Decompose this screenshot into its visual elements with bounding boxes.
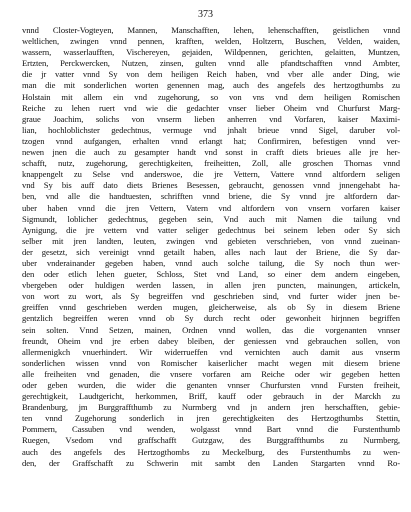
text-line: gerechtigkeit, Laudtgericht, herkommen, Briff, kauff oder gebrauch in der Marckh zu xyxy=(22,391,400,402)
text-line: auch des angefels des Hertzogthombs zu Meckelburg, des Furstenthumbs zu wen- xyxy=(22,446,400,457)
text-line: uber haben vnnd die jren Vettern, Vatern vnd altfordern von vnsern vorfaren kaiser xyxy=(22,202,400,213)
text-line: von wort zu wort, als Sy begreiffen vnd geschrieben sind, vnd furter wider jnen be- xyxy=(22,291,400,302)
text-line: die jr vatter vnnd Sy von dem heiligen Reich haben, vnd vber alle ander Ding, wie xyxy=(22,69,400,80)
text-line: wassern, wasserlaufften, Vischereyen, gejaiden, Wildpennen, gerichten, gelaitten, Muntzen, xyxy=(22,47,400,58)
page-number: 373 xyxy=(198,9,213,20)
text-line: alle freiheiten vnd genaden, die vnsere vorfaren am Reiche oder wir gegeben hetten xyxy=(22,368,400,379)
text-line: gentzlich begreiffen weren vnnd ob Sy durch recht oder gewonheit hirjnnen begriffen xyxy=(22,313,400,324)
text-line: den, der Graffschafft zu Schwerin mit sambt den Landen Stargarten vnnd Ro- xyxy=(22,457,400,468)
text-line: Ertzten, Perckwercken, Nutzen, zinsen, gulten vnnd alle pfandtschafften vnnd Ambter, xyxy=(22,58,400,69)
text-line: uber vnderainander gegeben haben, vnnd auch solche tailung, die Sy noch thun wer- xyxy=(22,257,400,268)
body-text xyxy=(22,25,400,469)
text-line: Holstain mit allem ein vnd zugehorung, so von vns vnd dem heiligen Romischen xyxy=(22,91,400,102)
text-line: allermenigkch vnuerhindert. Wir widerrueffen vnd vernichten auch damit aus vnserm xyxy=(22,346,400,357)
text-line: Brandenburg, jm Burggraffthumb zu Nurmberg vnd jn andern jren herschafften, gebie- xyxy=(22,402,400,413)
text-line: Aynigung, die jre vettern vnd vatter seliger gedechtnus bei seinem leben oder Sy sich xyxy=(22,224,400,235)
text-line: Pommern, Cassuben vnd wenden, wolgasst vnnd Bart vnnd die Furstenthumb xyxy=(22,424,400,435)
text-line: vnd Sy bis auff dato diets Brienes Besessen, gebraucht, genossen vnnd jnnengehabt ha- xyxy=(22,180,400,191)
text-line: knappengelt zu Selse vnd anderswoe, die jre Vettern, Vattere vnnd altfordern seligen xyxy=(22,169,400,180)
text-line: vnnd Closter-Vogteyen, Mannen, Manschafften, lehen, lehenschafften, geistlichen vnnd xyxy=(22,25,400,35)
text-line: lian, hochloblichster gedechtnus, vermuge vnd jnhalt brieue vnnd Sigel, daruber vol- xyxy=(22,124,400,135)
text-line: Sigmundt, loblicher gedechtnus, gegeben sein, Vnd auch mit Namen die tailung vnd xyxy=(22,213,400,224)
text-line: vbergeben oder huldigen werden lassen, in allen jren puncten, mainungen, artickeln, xyxy=(22,280,400,291)
text-line: der gesetzt, sich vereinigt vnnd getailt haben, alles nach laut der Briene, die Sy dar- xyxy=(22,246,400,257)
text-line: freundt, Oheim vnd jre erben dabey bleiben, der geniessen vnd gebrauchen sollen, von xyxy=(22,335,400,346)
text-line: den oder etlich lehen gueter, Schloss, Stet vnd Land, so einer dem andern eingeben, xyxy=(22,269,400,280)
text-line: ben, vnd alle die handtuesten, schrifften vnnd briene, die Sy vnnd jre altfordern dar- xyxy=(22,191,400,202)
text-line: sein solten. Vnnd Setzen, mainen, Ordnen vnnd wollen, das die vorgenanten vnnser xyxy=(22,324,400,335)
text-line: oder geben wurden, die wider die genanten vnnser Churfursten vnnd Fursten freiheit, xyxy=(22,380,400,390)
text-line: tzogen vnnd aufgangen, erhalten vnnd erlangt hat; Confirmiren, befestigen vnnd ver- xyxy=(22,135,400,146)
text-line: schafft, nutz, zugehorung, gerechtigkeiten, freiheitten, Zoll, alle groschen Thornas vnnd xyxy=(22,158,400,169)
text-line: graue Joachim, solichs von vnserm lieben anherren vnd Vorfaren, kaiser Maximi- xyxy=(22,113,400,124)
text-line: weltlichen, zwingen vnnd pennen, krafften, welden, Holtzern, Buschen, Velden, waiden, xyxy=(22,36,400,47)
text-line: Reiche zu lehen ruert vnd wie die gedachter vnser lieber Oheim vnd Churfurst Marg- xyxy=(22,102,400,113)
text-line: selber mit jren landten, leuten, zwingen vnd gebieten verschrieben, von vnnd zueinan- xyxy=(22,235,400,246)
text-line: ten vnnd Zugehorung sonderlich in jren gerechtigkeiten des Hertzogthumbs Stettin, xyxy=(22,413,400,424)
text-line: sonderlichen wissen vnnd von Romischer kaiserlicher macht wegen mit diesem briene xyxy=(22,357,400,368)
text-line: newen jnen die auch zu gesampter handt vnd sonst in crafft diets brieues alle jre her- xyxy=(22,147,400,158)
text-line: Ruegen, Vsedom vnd graffschafft Gutzgaw, des Burggraffthumbs zu Nurmberg, xyxy=(22,435,400,446)
text-line: greiffen vnnd geschrieben werden mugen, gleicherweise, als ob Sy in diesem Briene xyxy=(22,302,400,313)
text-line: man die mit sonderlichen worten genennen mag, auch des angefels des hertzogthumbs zu xyxy=(22,80,400,91)
